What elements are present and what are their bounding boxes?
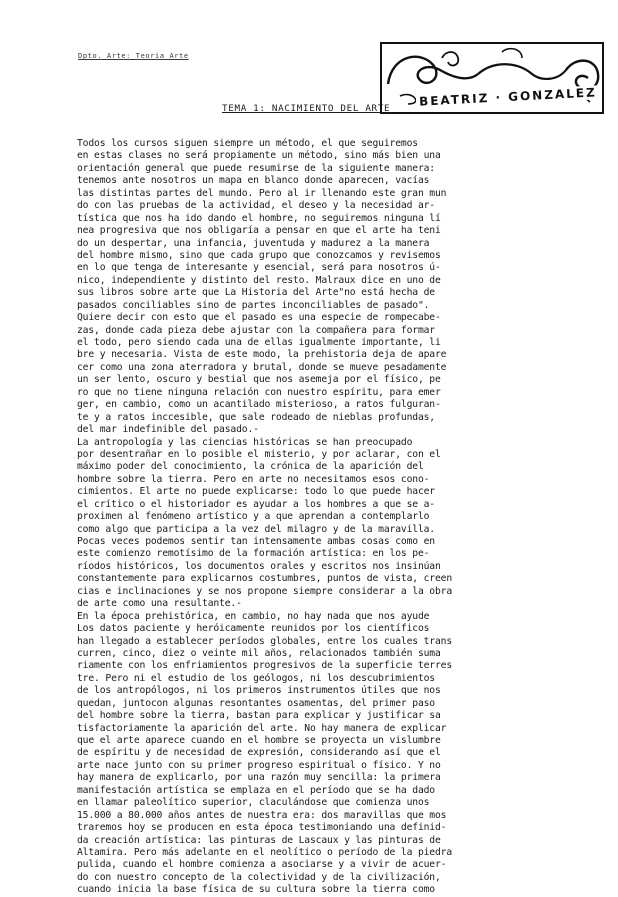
text-line: bre y necesaria. Vista de este modo, la prehistoria deja de apare	[77, 349, 447, 361]
text-line: del mar indefinible del pasado.-	[77, 424, 259, 436]
text-line: Pocas veces podemos sentir tan intensamente ambas cosas como en	[77, 536, 435, 547]
text-line: sus libros sobre arte que La Historia del Arte"no está hecha de	[77, 287, 435, 299]
text-line: curren, cinco, diez o veinte mil años, relacionados también suma	[77, 647, 441, 659]
body-text	[77, 138, 547, 897]
text-line: La antropología y las ciencias históricas se han preocupado	[77, 436, 413, 448]
text-line: que el arte aparece cuando en el hombre se proyecta un vislumbre	[77, 735, 441, 746]
text-line: nico, independiente y distinto del resto. Malraux dice en uno de	[77, 274, 441, 286]
text-line: cias e inclinaciones y se nos propone siempre considerar a la obra	[77, 585, 453, 597]
text-line: 15.000 a 80.000 años antes de nuestra era: dos maravillas que mos	[77, 809, 447, 821]
text-line: arte nace junto con su primer progreso espiritual o físico. Y no	[77, 759, 441, 771]
text-line: manifestación artística se emplaza en el período que se ha dado	[77, 784, 435, 796]
text-line: pulida, cuando el hombre comienza a asociarse y a vivir de acuer-	[77, 859, 447, 871]
header-note: Dpto. Arte: Teoria Arte	[78, 52, 189, 60]
text-line: orientación general que puede resumirse de la siguiente manera:	[77, 162, 435, 174]
text-line: Altamira. Pero más adelante en el neolítico o período de la piedra	[77, 846, 453, 858]
text-line: máximo poder del conocimiento, la crónica de la aparición del	[77, 461, 424, 473]
text-line: cuando inicia la base física de su cultura sobre la tierra como	[77, 884, 435, 896]
text-line: de arte como una resultante.-	[77, 598, 242, 610]
text-line: por desentrañar en lo posible el misterio, y por aclarar, con el	[77, 448, 441, 460]
text-line: el todo, pero siendo cada una de ellas igualmente importante, li	[77, 337, 441, 348]
text-line: ro que no tiene ninguna relación con nuestro espíritu, para emer	[77, 386, 441, 398]
text-line: Quiere decir con esto que el pasado es una especie de rompecabe-	[77, 312, 441, 324]
text-line: del hombre sobre la tierra, bastan para explicar y justificar sa	[77, 710, 441, 722]
text-line: un ser lento, oscuro y bestial que nos asemeja por el físico, pe	[77, 374, 441, 386]
text-line: proximen al fenómeno artístico y a que aprendan a contemplarlo	[77, 511, 430, 523]
text-line: cimientos. El arte no puede explicarse: todo lo que puede hacer	[77, 486, 435, 498]
text-line: de los antropólogos, ni los primeros instrumentos útiles que nos	[77, 685, 441, 697]
text-line: cer como una zona aterradora y brutal, donde se mueve pesadamente	[77, 361, 447, 373]
text-line: hombre sobre la tierra. Pero en arte no necesitamos esos cono-	[77, 473, 430, 485]
text-line: do con nuestro concepto de la colectividad y de la civilización,	[77, 871, 441, 883]
text-line: do un despertar, una infancia, juventuda y madurez a la manera	[77, 237, 430, 249]
text-line: tenemos ante nosotros un mapa en blanco donde aparecen, vacías	[77, 175, 430, 187]
text-line: este comienzo remotísimo de la formación artística: en los pe-	[77, 548, 430, 560]
author-stamp	[380, 42, 604, 114]
text-line: las distintas partes del mundo. Pero al ir llenando este gran mun	[77, 187, 447, 199]
page-title: TEMA 1: NACIMIENTO DEL ARTE	[222, 103, 391, 114]
text-line: en llamar paleolítico superior, claculándose que comienza unos	[77, 797, 430, 809]
text-line: del hombre mismo, sino que cada grupo que conozcamos y revisemos	[77, 249, 441, 261]
text-line: hay manera de explicarlo, por una razón muy sencilla: la primera	[77, 772, 441, 784]
text-line: quedan, juntocon algunas resontantes osamentas, del primer paso	[77, 697, 435, 709]
text-line: nea progresiva que nos obligaría a pensar en que el arte ha teni	[77, 225, 441, 237]
stamp-name: BEATRIZ · GONZALEZ	[416, 85, 600, 109]
text-line: tisfactoriamente la aparición del arte. No hay manera de explicar	[77, 722, 447, 734]
text-line: riamente con los enfriamientos progresivos de la superficie terres	[77, 660, 453, 672]
text-line: en lo que tenga de interesante y esencial, será para nosotros ú-	[77, 262, 441, 274]
text-line: en estas clases no será propiamente un método, sino más bien una	[77, 150, 441, 162]
text-line: el crítico o el historiador es ayudar a los hombres a que se a-	[77, 498, 435, 510]
text-line: Los datos paciente y heróicamente reunidos por los científicos	[77, 623, 430, 635]
text-line: tre. Pero ni el estudio de los geólogos, ni los descubrimientos	[77, 672, 435, 684]
text-line: traremos hoy se producen en esta época testimoniando una definid-	[77, 822, 447, 834]
text-line: te y a ratos inccesible, que sale rodeado de nieblas profundas,	[77, 411, 435, 423]
text-line: pasados conciliables sino de partes inconciliables de pasado".	[77, 299, 430, 311]
text-line: do con las pruebas de la actividad, el deseo y la necesidad ar-	[77, 200, 435, 212]
text-line: constantemente para explicarnos costumbres, puntos de vista, creen	[77, 573, 453, 585]
text-line: En la época prehistórica, en cambio, no hay nada que nos ayude	[77, 610, 430, 622]
text-line: da creación artística: las pinturas de Lascaux y las pinturas de	[77, 834, 441, 846]
text-line: han llegado a establecer períodos globales, entre los cuales trans	[77, 635, 453, 647]
text-line: como algo que participa a la vez del milagro y de la maravilla.	[77, 523, 435, 535]
text-line: de espíritu y de necesidad de expresión, considerando así que el	[77, 747, 441, 759]
text-line: zas, donde cada pieza debe ajustar con la compañera para formar	[77, 324, 435, 336]
text-line: ger, en cambio, como un acantilado misterioso, a ratos fulguran-	[77, 399, 441, 411]
text-line: ríodos históricos, los documentos orales y escritos nos insinúan	[77, 560, 441, 572]
text-line: tística que nos ha ido dando el hombre, no seguiremos ninguna lí	[77, 212, 441, 224]
text-line: Todos los cursos siguen siempre un método, el que seguiremos	[77, 138, 418, 149]
